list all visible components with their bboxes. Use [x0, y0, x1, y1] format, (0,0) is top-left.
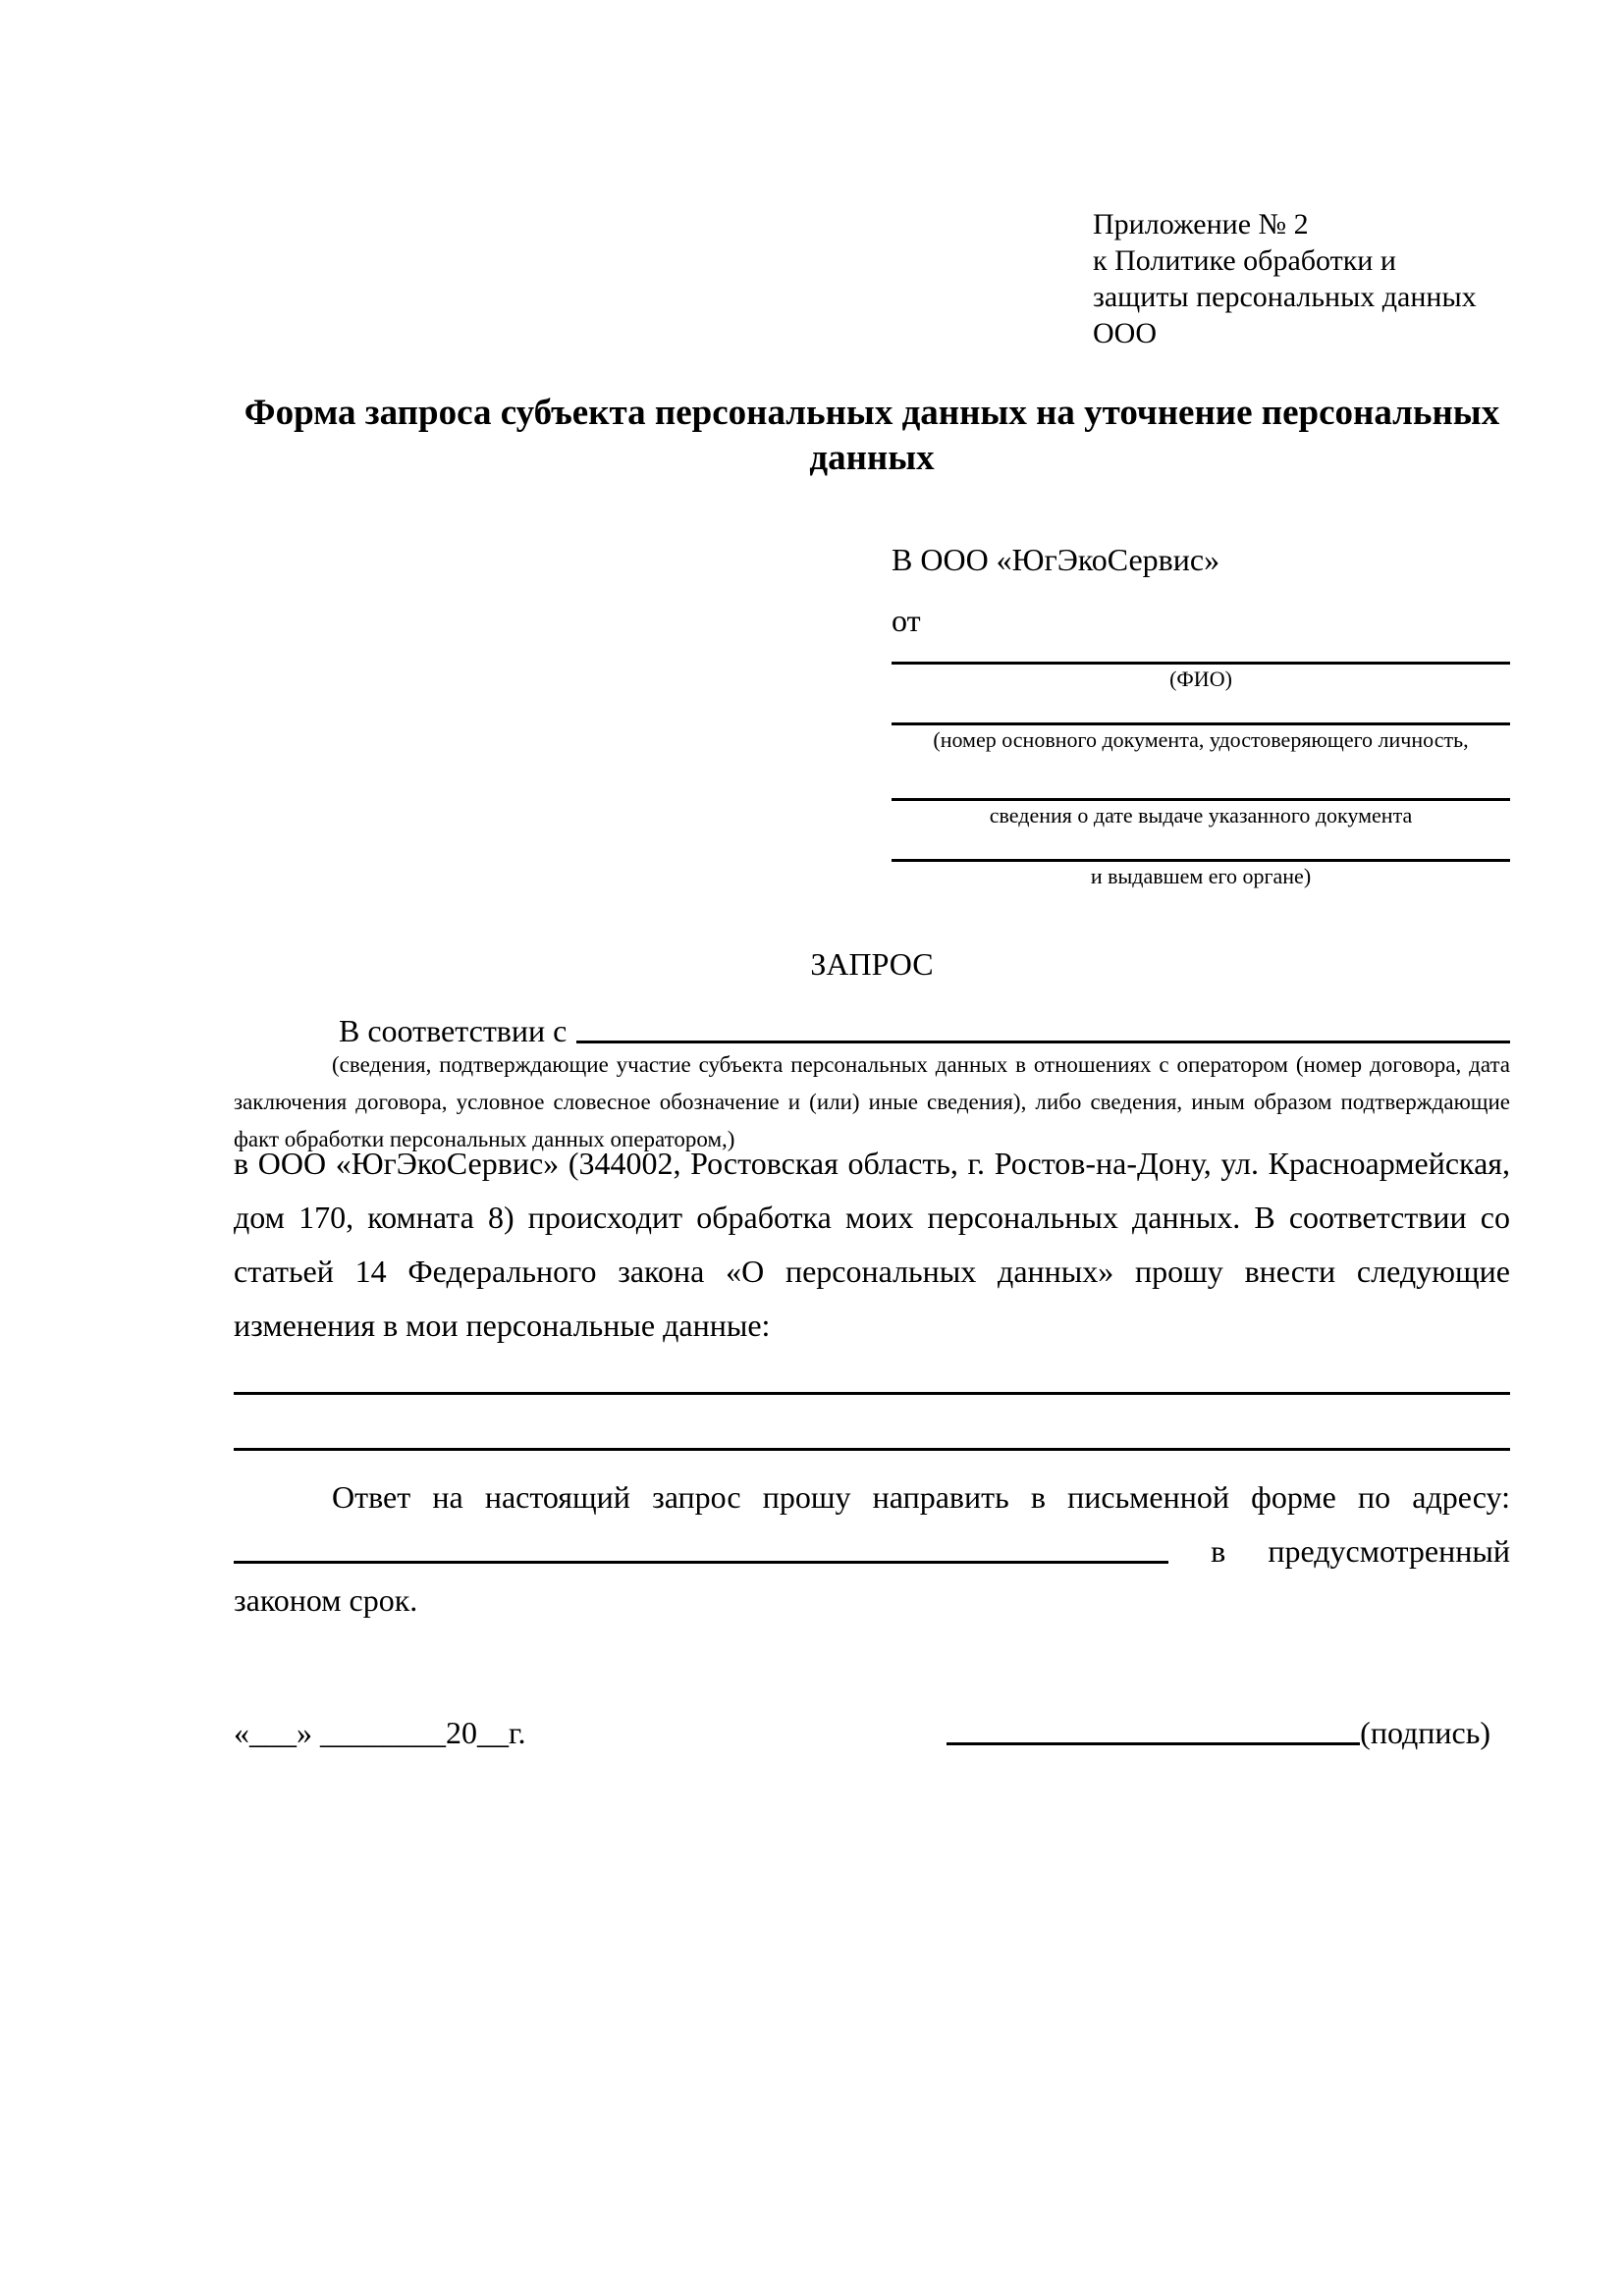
signature-block — [947, 1713, 1490, 1752]
addressee-company: В ООО «ЮгЭкоСервис» — [892, 542, 1220, 577]
accordance-prefix: В соответствии с — [339, 1013, 568, 1048]
issuing-authority-caption: и выдавшем его органе) — [1090, 864, 1312, 888]
body-paragraph: в ООО «ЮгЭкоСервис» (344002, Ростовская область, г. Ростов-на-Дону, ул. Красноармейская, дом 170, комната 8) происходит обработка моих персональных данных. В соответствии со статьей 14 Федерального закона «О персональных данных» прошу внести следующие изменения в мои персональные данные: — [234, 1146, 1510, 1343]
issue-date-caption: сведения о дате выдаче указанного документа — [989, 803, 1413, 828]
document-title: Форма запроса субъекта персональных данных на уточнение персональных данных — [244, 393, 1500, 478]
reply-word-v: в — [1211, 1533, 1226, 1569]
request-heading: ЗАПРОС — [810, 946, 934, 982]
appendix-line-3: защиты персональных данных — [1093, 281, 1477, 313]
accordance-row — [234, 1007, 1510, 1050]
accordance-blank-line — [576, 1041, 1510, 1043]
appendix-line-4: ООО — [1093, 317, 1157, 349]
accordance-footnote: (сведения, подтверждающие участие субъекта персональных данных в отношениях с оператором (номер договора, дата заключения договора, условное словесное обозначение и (или) иные сведения), либо сведения, иным образом подтверждающие факт обработки персональных данных оператором,) — [234, 1052, 1510, 1151]
reply-address-sentence: Ответ на настоящий запрос прошу направить в письменной форме по адресу: — [332, 1479, 1510, 1515]
signature-blank-line — [947, 1742, 1360, 1745]
changes-blank-line-1 — [234, 1392, 1510, 1395]
reply-word-predusmotrenny: предусмотренный — [1268, 1533, 1510, 1569]
appendix-note — [1093, 206, 1509, 351]
reply-closing-text: законом срок. — [234, 1582, 418, 1618]
appendix-line-2: к Политике обработки и — [1093, 244, 1396, 277]
changes-blank-line-2 — [234, 1448, 1510, 1451]
from-label: от — [892, 603, 921, 638]
reply-address-blank-line — [234, 1561, 1168, 1564]
addressee-block — [892, 540, 1510, 891]
document-number-caption: (номер основного документа, удостоверяющего личность, — [933, 727, 1469, 752]
date-blank-text: «___» ________20__г. — [234, 1715, 526, 1750]
fio-caption: (ФИО) — [1169, 667, 1232, 691]
date-signature-row — [234, 1709, 1510, 1752]
reply-address-row — [234, 1527, 1510, 1571]
appendix-line-1: Приложение № 2 — [1093, 208, 1309, 240]
signature-caption: (подпись) — [1360, 1715, 1490, 1750]
